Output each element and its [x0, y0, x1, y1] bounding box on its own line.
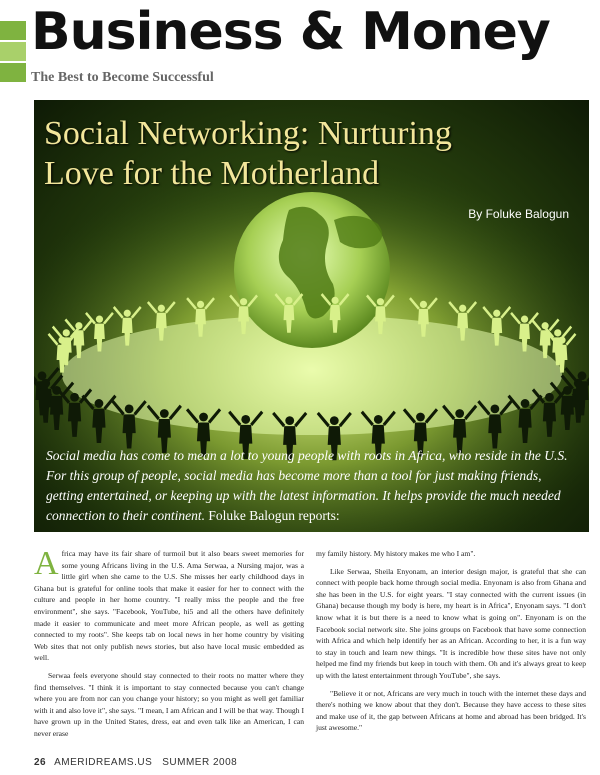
page-footer [34, 757, 237, 768]
article-title [44, 114, 564, 194]
article-body [34, 545, 589, 748]
article-title-line-2: Love for the Motherland [44, 155, 380, 192]
logo-squares [0, 21, 26, 84]
article-column-right [316, 548, 586, 740]
article-lede [46, 446, 576, 526]
lede-text: Social media has come to mean a lot to young people with roots in Africa, who reside in the U.S. For this group of people, social media has become more than a tool for just making friends, getting entertained, or keeping up with the latest information. It helps provide the much needed connection to their continent. [46, 448, 568, 523]
paragraph: my family history. My history makes me who I am". [316, 549, 476, 558]
drop-cap: A [34, 545, 59, 582]
paragraph: "Believe it or not, Africans are very much in touch with the internet these days and there's nothing we know about that they don't. Because they have access to these sites and make use of it, the gap between Africans at home and abroad has been bridged. It's just awesome." [316, 688, 586, 733]
article-title-line-1: Social Networking: Nurturing [44, 115, 452, 152]
footer-issue: SUMMER 2008 [162, 757, 238, 768]
paragraph-text: frica may have its fair share of turmoil but it also bears sweet memories for some young Africans living in the U.S. Ama Serwaa, a Nursing major, was a little girl when she came to the U.S. She misses her early childhood days in Ghana but is grateful for online tools that make it easier for her to connect with the culture and people in her home country. "I really miss the people and the free environment", she says. "Facebook, YouTube, hi5 and all the others have definitely made it easier to communicate and meet more African people, as well as getting connected to my roots". She keeps tab on local news in her home country by visiting Web sites that not only publish news stories, but also have local music embedded as well. [34, 549, 304, 663]
paragraph: Serwaa feels everyone should stay connected to their roots no matter where they find themselves. "I think it is important to stay connected because you can't change where you are from nor can you change your history; so you might as well get familiar with it and also love it", she says. "I mean, I am African and I will be that way. Though I have grown up in the United States, dress, eat and even talk like an American, I can never erase [34, 670, 304, 738]
paragraph [34, 545, 304, 664]
section-masthead: Business & Money [31, 2, 550, 62]
lede-credit: Foluke Balogun reports: [208, 508, 340, 523]
section-tagline: The Best to Become Successful [31, 70, 214, 85]
hero-banner [34, 100, 589, 532]
page-number: 26 [34, 757, 47, 768]
footer-site: AMERIDREAMS.US [54, 757, 153, 768]
article-column-left [34, 545, 304, 746]
article-byline: By Foluke Balogun [468, 207, 569, 221]
paragraph: Like Serwaa, Sheila Enyonam, an interior design major, is grateful that she can connect with people back home through social media. Enyonam is also from Ghana and she has been in the U.S. for eight years. "I stay connected with the current issues (in Ghana) because though my body is here, my heart is in Africa", Enyonam says. "I don't know what it is but there is a need to know what is going on". Enyonam is on the Facebook social network site. She joins groups on Facebook that have some connection with Africa and which help identify her as an African. According to her, it is a fun way to stay in touch and learn new things. "It is incredible how these sites have not only helped me find my friends but keep in touch with them. Oh and it's always great to keep up with the latest entertainment through YouTube", she says. [316, 566, 586, 680]
